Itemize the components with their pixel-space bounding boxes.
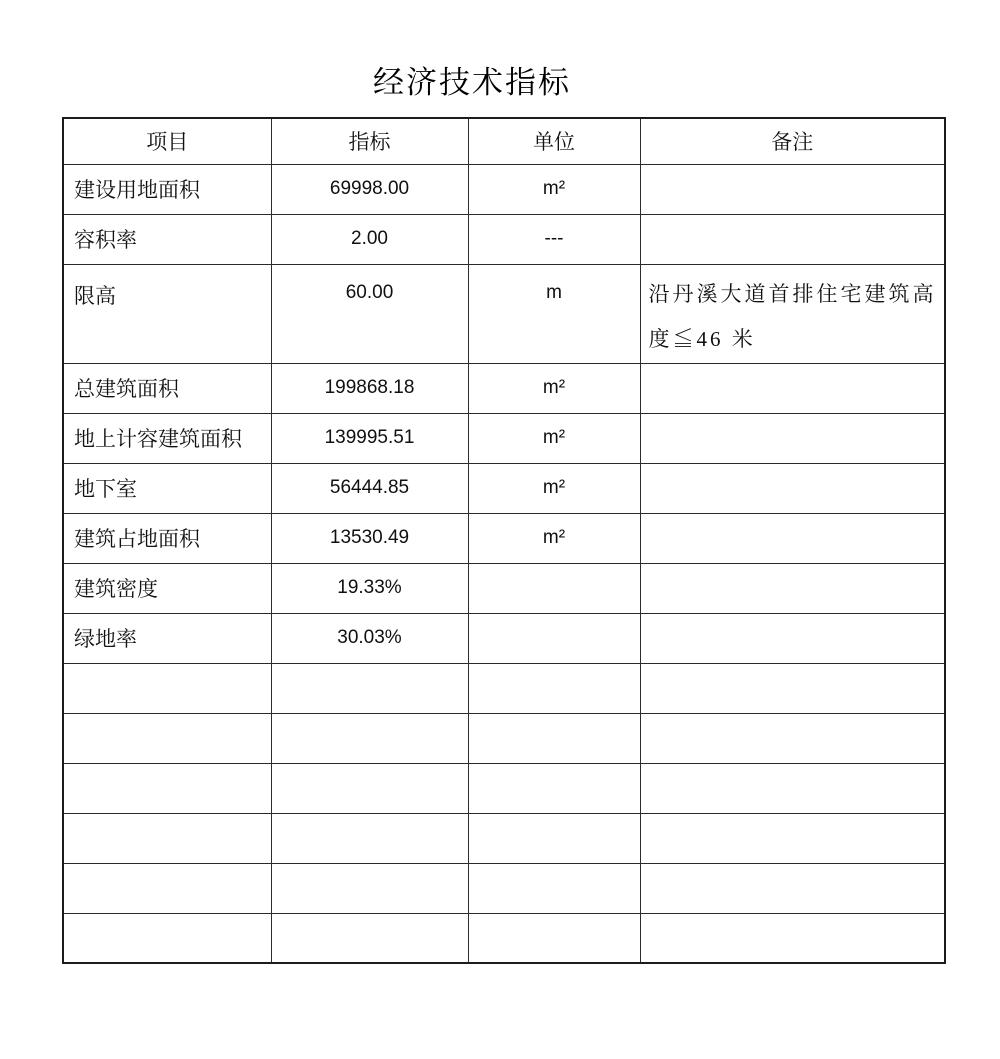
empty-cell	[271, 663, 468, 713]
table-row	[63, 264, 945, 363]
remark-cell	[640, 164, 945, 214]
unit-cell: m	[468, 264, 640, 363]
table-row	[63, 363, 945, 413]
remark-cell	[640, 363, 945, 413]
value-cell: 2.00	[271, 214, 468, 264]
value-cell: 56444.85	[271, 463, 468, 513]
item-cell: 地上计容建筑面积	[63, 413, 271, 463]
item-cell: 建设用地面积	[63, 164, 271, 214]
value-cell: 139995.51	[271, 413, 468, 463]
table-row	[63, 413, 945, 463]
empty-table-row	[63, 863, 945, 913]
item-cell: 地下室	[63, 463, 271, 513]
remark-cell	[640, 214, 945, 264]
header-remark: 备注	[640, 118, 945, 164]
empty-cell	[640, 913, 945, 963]
empty-cell	[63, 863, 271, 913]
unit-cell: m²	[468, 413, 640, 463]
empty-table-row	[63, 713, 945, 763]
value-cell: 60.00	[271, 264, 468, 363]
table-row	[63, 463, 945, 513]
page-title: 经济技术指标	[373, 65, 571, 100]
unit-cell: ---	[468, 214, 640, 264]
empty-cell	[640, 713, 945, 763]
empty-cell	[63, 713, 271, 763]
empty-cell	[271, 713, 468, 763]
table-body	[63, 164, 945, 963]
empty-cell	[468, 913, 640, 963]
item-cell: 限高	[63, 264, 271, 363]
remark-cell: 沿丹溪大道首排住宅建筑高度≦46 米	[640, 264, 945, 363]
table-row	[63, 164, 945, 214]
empty-cell	[640, 813, 945, 863]
empty-cell	[63, 663, 271, 713]
empty-cell	[468, 663, 640, 713]
value-cell: 69998.00	[271, 164, 468, 214]
empty-cell	[640, 763, 945, 813]
header-item: 项目	[63, 118, 271, 164]
table-row	[63, 513, 945, 563]
empty-cell	[468, 763, 640, 813]
item-cell: 绿地率	[63, 613, 271, 663]
empty-cell	[63, 763, 271, 813]
remark-cell	[640, 513, 945, 563]
unit-cell: m²	[468, 363, 640, 413]
remark-cell	[640, 463, 945, 513]
value-cell: 13530.49	[271, 513, 468, 563]
empty-cell	[640, 863, 945, 913]
empty-table-row	[63, 913, 945, 963]
remark-cell	[640, 613, 945, 663]
empty-cell	[640, 663, 945, 713]
item-cell: 建筑密度	[63, 563, 271, 613]
header-unit: 单位	[468, 118, 640, 164]
remark-cell	[640, 413, 945, 463]
table-row	[63, 613, 945, 663]
empty-cell	[271, 813, 468, 863]
item-cell: 总建筑面积	[63, 363, 271, 413]
table-row	[63, 563, 945, 613]
indicators-table	[62, 117, 946, 964]
empty-cell	[63, 913, 271, 963]
unit-cell: m²	[468, 164, 640, 214]
empty-cell	[468, 813, 640, 863]
unit-cell	[468, 563, 640, 613]
empty-cell	[271, 763, 468, 813]
empty-cell	[271, 913, 468, 963]
value-cell: 30.03%	[271, 613, 468, 663]
remark-cell	[640, 563, 945, 613]
value-cell: 19.33%	[271, 563, 468, 613]
unit-cell	[468, 613, 640, 663]
header-value: 指标	[271, 118, 468, 164]
empty-cell	[468, 863, 640, 913]
unit-cell: m²	[468, 513, 640, 563]
empty-cell	[468, 713, 640, 763]
empty-table-row	[63, 663, 945, 713]
empty-cell	[63, 813, 271, 863]
empty-table-row	[63, 813, 945, 863]
item-cell: 容积率	[63, 214, 271, 264]
empty-table-row	[63, 763, 945, 813]
item-cell: 建筑占地面积	[63, 513, 271, 563]
table-row	[63, 214, 945, 264]
unit-cell: m²	[468, 463, 640, 513]
empty-cell	[271, 863, 468, 913]
header-row	[63, 118, 945, 164]
value-cell: 199868.18	[271, 363, 468, 413]
